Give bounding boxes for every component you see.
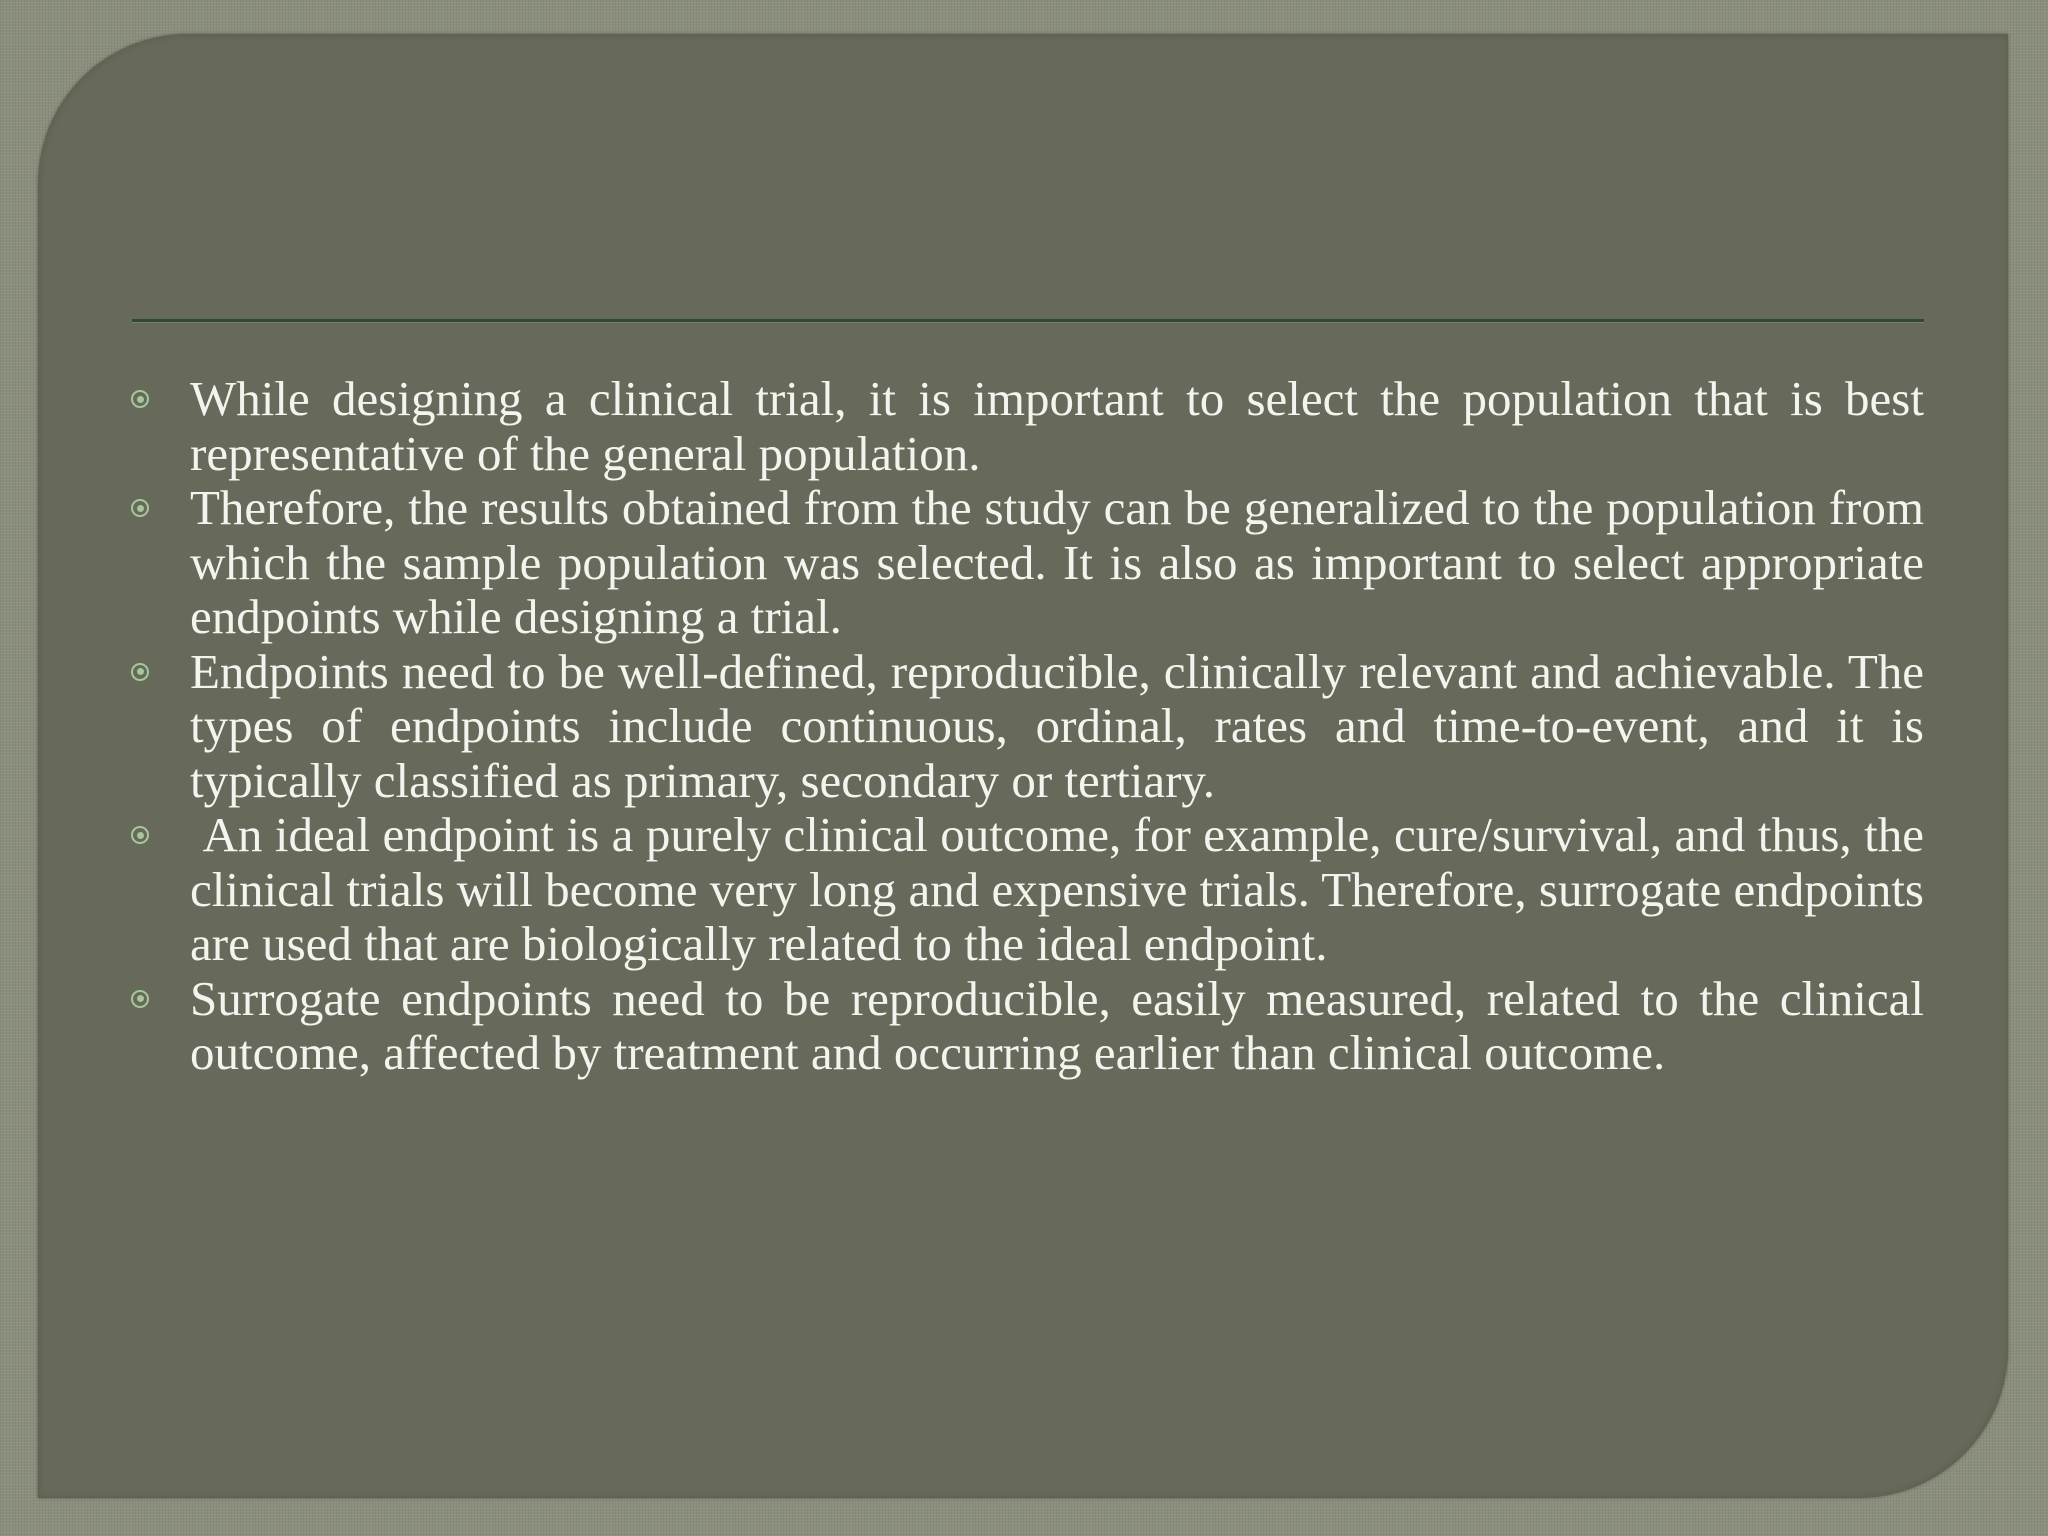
circle-bullet-icon — [131, 390, 149, 408]
bullet-item — [128, 481, 1924, 645]
bullet-item — [128, 807, 1937, 972]
bullet-text: Surrogate endpoints need to be reproducible, easily measured, related to the clinical outcome, affected by treatment and occurring earlier than clinical outcome. — [190, 970, 1924, 1080]
bullet-text: An ideal endpoint is a purely clinical outcome, for example, cure/survival, and thus, the clinical trials will become very long and expensive trials. Therefore, surrogate endpoints are used that are biologically related to the ideal endpoint. — [190, 807, 1937, 971]
circle-bullet-icon — [131, 990, 149, 1008]
bullet-item — [128, 372, 1924, 481]
bullet-text: While designing a clinical trial, it is important to select the population that is best representative of the general population. — [190, 371, 1924, 481]
bullet-item — [128, 645, 1924, 809]
bullet-list — [128, 371, 1937, 1081]
circle-bullet-icon — [131, 663, 149, 681]
circle-bullet-icon — [131, 499, 149, 517]
bullet-text: Therefore, the results obtained from the study can be generalized to the population from which the sample population was selected. It is also as important to select appropriate endpoints while designing a trial. — [190, 480, 1924, 644]
title-divider — [132, 319, 1924, 322]
bullet-text: Endpoints need to be well-defined, reproducible, clinically relevant and achievable. The types of endpoints include continuous, ordinal, rates and time-to-event, and it is typically classified as primary, secondary or tertiary. — [190, 643, 1924, 808]
bullet-item — [128, 972, 1924, 1081]
circle-bullet-icon — [131, 826, 149, 844]
